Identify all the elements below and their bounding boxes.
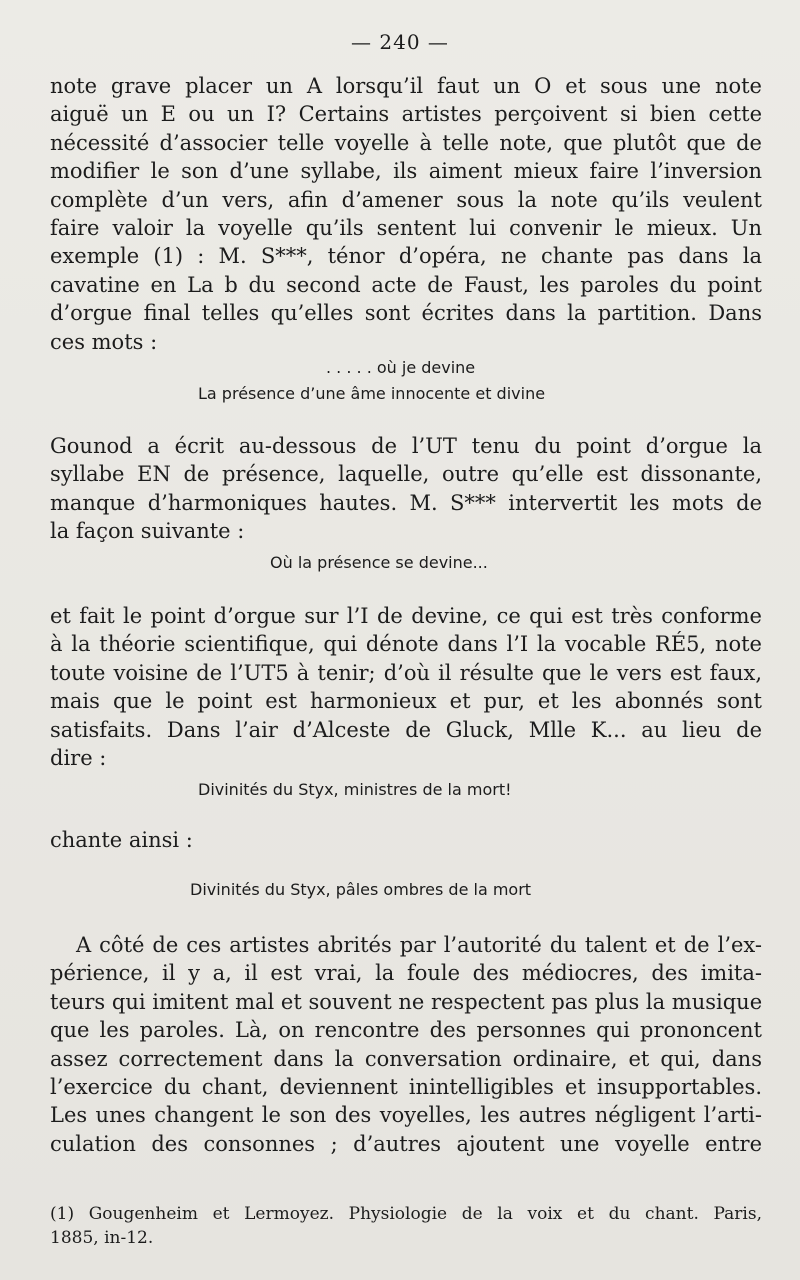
text-line: modifier le son d’une syllabe, ils aiment mieux faire l’inversion — [50, 159, 762, 184]
text-line: satisfaits. Dans l’air d’Alceste de Gluck, Mlle K... au lieu de — [50, 717, 762, 742]
text-line: Les unes changent le son des voyelles, les autres négligent l’arti- — [50, 1103, 762, 1128]
paragraph-2 — [50, 432, 762, 546]
text-line: faire valoir la voyelle qu’ils sentent lui convenir le mieux. Un — [50, 215, 762, 240]
paragraph-3 — [50, 602, 762, 772]
text-line: la façon suivante : — [50, 519, 245, 544]
verse-line: Divinités du Styx, ministres de la mort! — [198, 780, 512, 799]
paragraph-1 — [50, 72, 762, 356]
page-number: — 240 — — [351, 30, 449, 54]
text-line: manque d’harmoniques hautes. M. S*** intervertit les mots de — [50, 490, 762, 515]
text-line: ces mots : — [50, 329, 158, 354]
text-line: Gounod a écrit au-dessous de l’UT tenu du point d’orgue la — [50, 434, 762, 458]
text-line: cavatine en La b du second acte de Faust, les paroles du point — [50, 272, 762, 297]
text-line: nécessité d’associer telle voyelle à telle note, que plutôt que de — [50, 130, 762, 155]
text-line: périence, il y a, il est vrai, la foule des médiocres, des imita- — [50, 961, 762, 986]
text-line: exemple (1) : M. S***, ténor d’opéra, ne chante pas dans la — [50, 244, 762, 269]
text-line: d’orgue final telles qu’elles sont écrites dans la partition. Dans — [50, 301, 762, 326]
text-line: et fait le point d’orgue sur l’I de devine, ce qui est très conforme — [50, 604, 762, 628]
text-line: note grave placer un A lorsqu’il faut un O et sous une note — [50, 74, 762, 98]
text-line: complète d’un vers, afin d’amener sous la note qu’ils veulent — [50, 187, 762, 212]
verse-line: . . . . . où je devine — [326, 358, 476, 377]
text-line: l’exercice du chant, deviennent inintelligibles et insupportables. — [50, 1074, 762, 1099]
text-line: A côté de ces artistes abrités par l’autorité du talent et de l’ex- — [76, 933, 762, 957]
footnote-line: 1885, in-12. — [50, 1228, 154, 1248]
text-line: à la théorie scientifique, qui dénote dans l’I la vocable RÉ5, note — [50, 632, 762, 657]
text-line: toute voisine de l’UT5 à tenir; d’où il résulte que le vers est faux, — [50, 660, 762, 685]
text-line: que les paroles. Là, on rencontre des personnes qui prononcent — [50, 1018, 762, 1043]
footnote-line: (1) Gougenheim et Lermoyez. Physiologie de la voix et du chant. Paris, — [50, 1204, 762, 1224]
text-line: culation des consonnes ; d’autres ajoutent une voyelle entre — [50, 1131, 762, 1156]
paragraph-4 — [50, 826, 762, 854]
verse-line: Divinités du Styx, pâles ombres de la mort — [190, 880, 532, 899]
text-line: dire : — [50, 745, 107, 770]
text-line: assez correctement dans la conversation ordinaire, et qui, dans — [50, 1046, 762, 1071]
text-line: mais que le point est harmonieux et pur, et les abonnés sont — [50, 689, 762, 714]
verse-line: Où la présence se devine... — [270, 553, 488, 572]
text-line: syllabe EN de présence, laquelle, outre qu’elle est dissonante, — [50, 462, 762, 487]
text-line: teurs qui imitent mal et souvent ne respectent pas plus la musique — [50, 989, 763, 1014]
text-line: aiguë un E ou un I? Certains artistes perçoivent si bien cette — [50, 102, 762, 127]
paragraph-5 — [50, 931, 762, 1158]
footnote — [50, 1202, 762, 1250]
text-line: chante ainsi : — [50, 828, 193, 852]
verse-line: La présence d’une âme innocente et divine — [198, 384, 546, 403]
